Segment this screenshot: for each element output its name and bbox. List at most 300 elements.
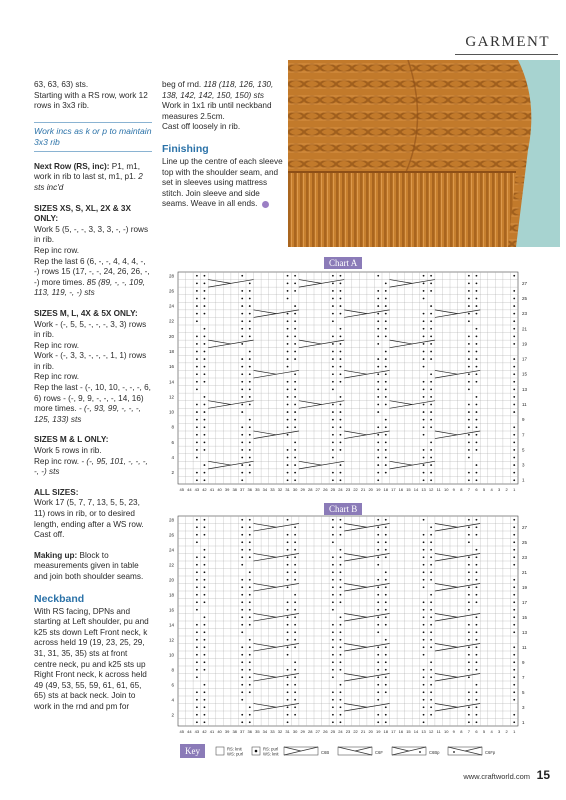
purl-dot [249,549,251,551]
row-label: 2 [171,470,174,476]
row-label: 17 [522,599,528,605]
purl-dot [430,594,432,596]
purl-dot [332,275,334,277]
purl-dot [241,328,243,330]
purl-dot [430,373,432,375]
purl-dot [287,404,289,406]
purl-dot [340,661,342,663]
purl-dot [468,721,470,723]
purl-dot [332,313,334,315]
purl-dot [204,699,206,701]
purl-dot [430,646,432,648]
purl-dot [204,721,206,723]
purl-dot [340,699,342,701]
purl-dot [294,676,296,678]
purl-dot [468,624,470,626]
purl-dot [241,669,243,671]
purl-dot [476,419,478,421]
purl-dot [377,290,379,292]
purl-dot [287,706,289,708]
purl-dot [468,579,470,581]
purl-dot [249,519,251,521]
purl-dot [204,449,206,451]
purl-dot [294,313,296,315]
purl-dot [476,601,478,603]
row-label: 1 [522,477,525,483]
purl-dot [332,519,334,521]
purl-dot [430,457,432,459]
purl-dot [377,624,379,626]
purl-dot [340,441,342,443]
purl-dot [196,313,198,315]
purl-dot [294,472,296,474]
purl-dot [196,594,198,596]
purl-dot [196,631,198,633]
purl-dot [476,714,478,716]
purl-dot [513,464,515,466]
purl-dot [294,639,296,641]
intro-text: 63, 63, 63) sts. Starting with a RS row, work 12 rows in 3x3 rib. [34,80,148,111]
purl-dot [430,351,432,353]
purl-dot [332,571,334,573]
purl-dot [377,275,379,277]
row-label: 8 [171,424,174,430]
row-label: 11 [522,402,527,407]
purl-dot [287,624,289,626]
purl-dot [196,556,198,558]
purl-dot [377,646,379,648]
purl-dot [196,654,198,656]
purl-dot [294,275,296,277]
purl-dot [423,320,425,322]
purl-dot [513,534,515,536]
row-label: 19 [522,341,528,347]
purl-dot [340,434,342,436]
purl-dot [340,282,342,284]
stitch-label: 8 [460,729,463,734]
purl-dot [196,434,198,436]
stitch-label: 39 [224,729,230,734]
purl-dot [241,594,243,596]
purl-dot [468,335,470,337]
row-label: 9 [522,659,525,665]
purl-dot [476,381,478,383]
purl-dot [294,684,296,686]
purl-dot [423,646,425,648]
purl-dot [332,479,334,481]
purl-dot [241,434,243,436]
purl-dot [468,434,470,436]
purl-dot [241,457,243,459]
purl-dot [249,556,251,558]
purl-dot [513,388,515,390]
purl-dot [385,706,387,708]
purl-dot [385,526,387,528]
stitch-label: 43 [194,487,200,492]
purl-dot [430,441,432,443]
purl-dot [332,631,334,633]
purl-dot [249,526,251,528]
purl-dot [385,290,387,292]
purl-dot [287,699,289,701]
purl-dot [430,541,432,543]
purl-dot [476,298,478,300]
purl-dot [423,609,425,611]
purl-dot [332,534,334,536]
purl-dot [340,631,342,633]
purl-dot [385,328,387,330]
purl-dot [196,571,198,573]
purl-dot [430,290,432,292]
purl-dot [196,426,198,428]
stitch-label: 24 [338,487,343,492]
purl-dot [513,541,515,543]
purl-dot [340,526,342,528]
purl-dot [241,579,243,581]
purl-dot [377,676,379,678]
purl-dot [476,472,478,474]
stitch-label: 5 [482,729,486,734]
purl-dot [204,472,206,474]
purl-dot [287,320,289,322]
stitch-label: 36 [247,729,253,734]
purl-dot [377,404,379,406]
purl-dot [294,305,296,307]
purl-dot [513,328,515,330]
purl-dot [385,441,387,443]
stitch-label: 14 [413,729,419,734]
purl-dot [249,601,251,603]
purl-dot [476,691,478,693]
purl-dot [196,320,198,322]
row-label: 22 [168,562,174,568]
purl-dot [385,639,387,641]
purl-dot [204,714,206,716]
purl-dot [476,564,478,566]
purl-dot [204,396,206,398]
stitch-label: 37 [239,729,245,734]
purl-dot [196,564,198,566]
purl-dot [204,351,206,353]
purl-dot [294,714,296,716]
stitch-label: 27 [315,729,321,734]
row-label: 14 [168,622,174,628]
purl-dot [332,646,334,648]
purl-dot [385,594,387,596]
purl-dot [430,320,432,322]
stitch-label: 2 [505,487,508,492]
purl-dot [196,676,198,678]
footer-url[interactable]: www.craftworld.com [463,772,530,781]
purl-dot [430,556,432,558]
row-label: 24 [168,547,174,553]
purl-dot [204,579,206,581]
stitch-label: 2 [505,729,508,734]
stitch-label: 16 [398,487,404,492]
purl-dot [476,699,478,701]
stitch-label: 35 [255,487,260,492]
purl-dot [241,358,243,360]
purl-dot [513,366,515,368]
purl-dot [294,661,296,663]
purl-dot [204,654,206,656]
purl-dot [340,601,342,603]
finishing-heading: Finishing [162,142,209,155]
purl-dot [294,328,296,330]
purl-dot [332,419,334,421]
stitch-label: 33 [270,729,275,734]
key-rs-purl: RS: purl [263,746,279,752]
purl-dot [468,472,470,474]
purl-dot [294,358,296,360]
purl-dot [513,472,515,474]
purl-dot [377,556,379,558]
stitch-label: 42 [202,487,207,492]
row-label: 7 [522,674,525,680]
purl-dot [430,388,432,390]
stitch-label: 31 [285,487,290,492]
purl-dot [430,328,432,330]
stitch-label: 33 [270,487,275,492]
purl-dot [513,661,515,663]
finishing-text: Line up the centre of each sleeve top with the shoulder seam, and set in sleeves using mattress stitch. Join sleeve and side seams. Weave in all ends. [162,156,283,209]
purl-dot [385,519,387,521]
purl-dot [513,343,515,345]
purl-dot [196,457,198,459]
row-label: 6 [171,682,174,688]
chart-b-label: Chart B [324,503,362,515]
purl-dot [196,335,198,337]
purl-dot [468,411,470,413]
purl-dot [377,519,379,521]
purl-dot [294,381,296,383]
purl-dot [340,464,342,466]
row-label: 23 [522,311,528,317]
purl-dot [423,669,425,671]
purl-dot [513,601,515,603]
purl-dot [513,335,515,337]
stitch-label: 4 [490,729,493,734]
purl-dot [468,661,470,663]
purl-dot [332,639,334,641]
purl-dot [423,631,425,633]
purl-dot [287,609,289,611]
making-up: Making up: Block to measurements given in table and join both shoulder seams. [34,550,144,581]
purl-dot [423,328,425,330]
purl-dot [249,661,251,663]
purl-dot [287,388,289,390]
purl-dot [287,534,289,536]
purl-dot [287,434,289,436]
purl-dot [340,684,342,686]
purl-dot [204,305,206,307]
purl-dot [249,396,251,398]
purl-dot [249,313,251,315]
key-c6bp: C6Bp [429,750,440,755]
purl-dot [204,631,206,633]
purl-dot [476,351,478,353]
purl-dot [294,691,296,693]
purl-dot [513,624,515,626]
purl-dot [332,381,334,383]
purl-dot [294,669,296,671]
purl-dot [423,721,425,723]
purl-dot [385,549,387,551]
purl-dot [204,419,206,421]
row-label: 3 [522,704,525,710]
purl-dot [385,691,387,693]
purl-dot [249,351,251,353]
stitch-label: 21 [360,487,366,492]
purl-dot [476,669,478,671]
purl-dot [423,541,425,543]
purl-dot [340,479,342,481]
purl-dot [287,282,289,284]
purl-dot [294,706,296,708]
purl-dot [468,646,470,648]
purl-dot [340,564,342,566]
purl-dot [249,714,251,716]
purl-dot [287,541,289,543]
stitch-label: 17 [391,487,396,492]
purl-dot [241,519,243,521]
stitch-label: 30 [292,487,298,492]
purl-dot [204,358,206,360]
purl-dot [204,684,206,686]
purl-dot [332,601,334,603]
purl-dot [249,534,251,536]
purl-dot [423,579,425,581]
purl-dot [196,411,198,413]
purl-dot [513,579,515,581]
purl-dot [476,721,478,723]
purl-dot [513,434,515,436]
purl-dot [430,526,432,528]
stitch-label: 7 [467,729,471,734]
purl-dot [332,699,334,701]
purl-dot [249,571,251,573]
purl-dot [476,654,478,656]
purl-dot [332,305,334,307]
purl-dot [241,624,243,626]
row-label: 20 [168,577,174,583]
stitch-label: 6 [475,487,478,492]
c6fp-symbol-icon [448,747,482,755]
stitch-label: 7 [467,487,471,492]
stitch-label: 25 [330,487,336,492]
purl-dot [468,449,470,451]
purl-dot [476,366,478,368]
purl-dot [241,609,243,611]
purl-dot [332,441,334,443]
purl-dot [423,426,425,428]
row-label: 18 [168,592,174,598]
purl-dot [423,691,425,693]
purl-dot [385,282,387,284]
purl-dot [423,586,425,588]
row-label: 5 [522,689,525,695]
purl-dot [294,616,296,618]
stitch-label: 23 [345,729,351,734]
page-number: 15 [536,768,550,782]
purl-dot [340,396,342,398]
section-rule [455,54,558,55]
purl-dot [287,691,289,693]
purl-dot [249,388,251,390]
purl-dot [513,479,515,481]
purl-dot [294,571,296,573]
purl-dot [468,305,470,307]
stitch-label: 23 [345,487,351,492]
stitch-label: 3 [497,487,501,492]
purl-dot [241,631,243,633]
sizes-group-1: SIZES XS, S, XL, 2X & 3X ONLY: Work 5 (5, -, -, 3, 3, 3, -, -) rows in rib. Rep inc row. Rep the last 6 (6, -, -, 4, 4, 4, -, -) rows 15 (17, -, -, 24, 26, 26, -, -) more times. 85 (89, -, -, 109, 113, 119, -, -) sts [34,203,150,298]
purl-dot [476,282,478,284]
purl-dot [430,669,432,671]
purl-dot [241,676,243,678]
purl-dot [294,449,296,451]
purl-dot [468,381,470,383]
purl-dot [241,298,243,300]
stitch-label: 32 [277,487,283,492]
purl-dot [332,541,334,543]
key-label: Key [180,744,205,758]
purl-dot [204,335,206,337]
purl-dot [332,624,334,626]
purl-dot [430,411,432,413]
stitch-label: 40 [217,729,222,734]
purl-dot [249,290,251,292]
purl-dot [513,313,515,315]
purl-dot [423,351,425,353]
purl-dot [196,609,198,611]
purl-dot [287,564,289,566]
purl-dot [287,426,289,428]
purl-dot [468,457,470,459]
purl-dot [196,305,198,307]
purl-dot [340,571,342,573]
purl-dot [385,464,387,466]
purl-dot [468,639,470,641]
stitch-label: 34 [262,729,268,734]
purl-dot [377,464,379,466]
purl-dot [476,449,478,451]
purl-dot [385,434,387,436]
row-label: 11 [522,644,527,650]
purl-dot [430,335,432,337]
purl-dot [476,441,478,443]
purl-dot [430,358,432,360]
purl-dot [204,411,206,413]
purl-dot [287,457,289,459]
purl-dot [423,624,425,626]
purl-dot [287,419,289,421]
purl-dot [468,298,470,300]
purl-dot [204,464,206,466]
purl-dot [430,624,432,626]
purl-dot [423,366,425,368]
purl-dot [385,366,387,368]
purl-dot [340,714,342,716]
purl-dot [294,411,296,413]
row-label: 12 [168,637,174,643]
purl-dot [196,275,198,277]
purl-dot [423,404,425,406]
purl-dot [294,388,296,390]
purl-dot [385,388,387,390]
row-label: 16 [168,607,174,613]
purl-dot [204,275,206,277]
